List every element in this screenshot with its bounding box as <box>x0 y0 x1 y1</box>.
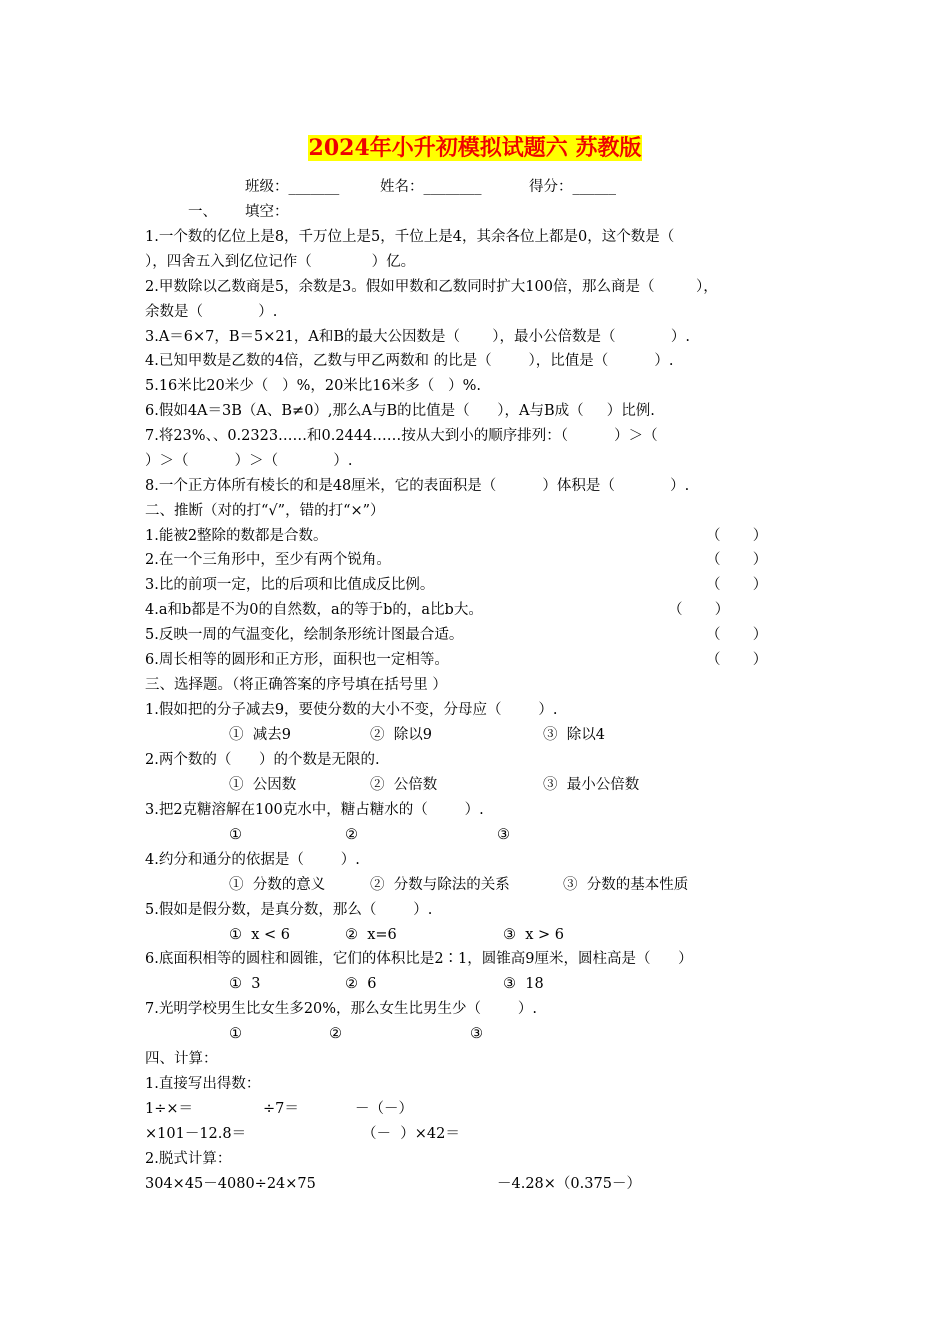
calc-expression: ÷7＝ <box>263 1101 299 1117</box>
judge-answer-box: （ ） <box>668 602 730 618</box>
calc-expression: （－ ）×42＝ <box>362 1126 460 1142</box>
choice-option: ③ <box>470 1026 483 1042</box>
judge-answer-box: （ ） <box>706 552 768 568</box>
section-3-heading: 三、选择题。（将正确答案的序号填在括号里 ） <box>145 677 447 693</box>
judge-answer-box: （ ） <box>706 627 768 643</box>
choice-question: 2.两个数的（ ）的个数是无限的. <box>145 752 380 768</box>
fill-question-7a: 7.将23%、、0.2323……和0.2444……按从大到小的顺序排列：（ ）＞（ <box>145 428 658 444</box>
choice-option: ② 分数与除法的关系 <box>370 877 510 893</box>
choice-option: ① 公因数 <box>229 777 297 793</box>
calc-expression: ×101－12.8＝ <box>145 1126 247 1142</box>
choice-option: ① <box>229 1026 242 1042</box>
choice-option: ① x < 6 <box>229 927 290 943</box>
judge-item: 4.a和b都是不为0的自然数，a的等于b的，a比b大。 <box>145 602 483 618</box>
choice-option: ③ 最小公倍数 <box>543 777 640 793</box>
choice-option: ① <box>229 827 242 843</box>
calc-expression: －4.28×（0.375－） <box>497 1176 641 1192</box>
choice-question: 1.假如把的分子减去9，要使分数的大小不变，分母应（ ）. <box>145 702 558 718</box>
choice-option: ② 除以9 <box>370 727 432 743</box>
calc-expression: 1÷×＝ <box>145 1101 194 1117</box>
choice-option: ② <box>345 827 358 843</box>
fill-question-4: 4.已知甲数是乙数的4倍，乙数与甲乙两数和 的比是（ ），比值是（ ）. <box>145 353 674 369</box>
choice-option: ③ x > 6 <box>503 927 564 943</box>
choice-option: ③ <box>497 827 510 843</box>
choice-option: ① 分数的意义 <box>229 877 326 893</box>
choice-question: 7.光明学校男生比女生多20%，那么女生比男生少（ ）. <box>145 1001 538 1017</box>
fill-question-8: 8.一个正方体所有棱长的和是48厘米，它的表面积是（ ）体积是（ ）. <box>145 478 690 494</box>
choice-option: ③ 分数的基本性质 <box>563 877 689 893</box>
name-field: 姓名：________ <box>380 179 482 195</box>
judge-item: 2.在一个三角形中，至少有两个锐角。 <box>145 552 391 568</box>
choice-option: ② 公倍数 <box>370 777 438 793</box>
judge-item: 5.反映一周的气温变化，绘制条形统计图最合适。 <box>145 627 464 643</box>
choice-option: ② <box>329 1026 342 1042</box>
judge-item: 3.比的前项一定，比的后项和比值成反比例。 <box>145 577 435 593</box>
choice-option: ① 3 <box>229 976 261 992</box>
section-1-heading: 填空： <box>245 204 289 220</box>
fill-question-5: 5.16米比20米少（ ）%，20米比16米多（ ）%. <box>145 378 481 394</box>
choice-option: ③ 除以4 <box>543 727 605 743</box>
choice-question: 3.把2克糖溶解在100克水中，糖占糖水的（ ）. <box>145 802 484 818</box>
choice-question: 6.底面积相等的圆柱和圆锥，它们的体积比是2∶1，圆锥高9厘米，圆柱高是（ ） <box>145 951 693 967</box>
fill-question-2b: 余数是（ ）. <box>145 304 278 320</box>
choice-question: 4.约分和通分的依据是（ ）. <box>145 852 360 868</box>
choice-option: ② x=6 <box>345 927 397 943</box>
judge-item: 6.周长相等的圆形和正方形，面积也一定相等。 <box>145 652 449 668</box>
choice-option: ③ 18 <box>503 976 544 992</box>
calc-subheading-2: 2.脱式计算： <box>145 1151 232 1167</box>
calc-subheading-1: 1.直接写出得数： <box>145 1076 261 1092</box>
calc-expression: 304×45－4080÷24×75 <box>145 1176 316 1192</box>
fill-question-6: 6.假如4A＝3B（A、B≠0）,那么A与B的比值是（ ），A与B成（ ）比例. <box>145 403 655 419</box>
fill-question-7b: ）＞（ ）＞（ ）. <box>145 453 353 469</box>
class-field: 班级：_______ <box>245 179 340 195</box>
fill-question-1a: 1.一个数的亿位上是8，千万位上是5，千位上是4，其余各位上都是0，这个数是（ <box>145 229 675 245</box>
judge-answer-box: （ ） <box>706 652 768 668</box>
choice-option: ② 6 <box>345 976 377 992</box>
fill-question-3: 3.A＝6×7，B＝5×21，A和B的最大公因数是（ ），最小公倍数是（ ）. <box>145 329 690 345</box>
judge-answer-box: （ ） <box>706 528 768 544</box>
page-title: 2024年小升初模拟试题六 苏教版 <box>308 135 642 161</box>
judge-answer-box: （ ） <box>706 577 768 593</box>
score-field: 得分：______ <box>529 179 616 195</box>
calc-expression: －（－） <box>355 1101 413 1117</box>
choice-option: ① 减去9 <box>229 727 291 743</box>
section-2-heading: 二、推断（对的打“√”，错的打“×”） <box>145 503 385 519</box>
section-1-number: 一、 <box>188 204 217 220</box>
choice-question: 5.假如是假分数，是真分数，那么（ ）. <box>145 902 433 918</box>
judge-item: 1.能被2整除的数都是合数。 <box>145 528 328 544</box>
fill-question-1b: ），四舍五入到亿位记作（ ）亿。 <box>145 254 416 270</box>
fill-question-2a: 2.甲数除以乙数商是5，余数是3。假如甲数和乙数同时扩大100倍，那么商是（ ）， <box>145 279 718 295</box>
section-4-heading: 四、计算： <box>145 1051 218 1067</box>
